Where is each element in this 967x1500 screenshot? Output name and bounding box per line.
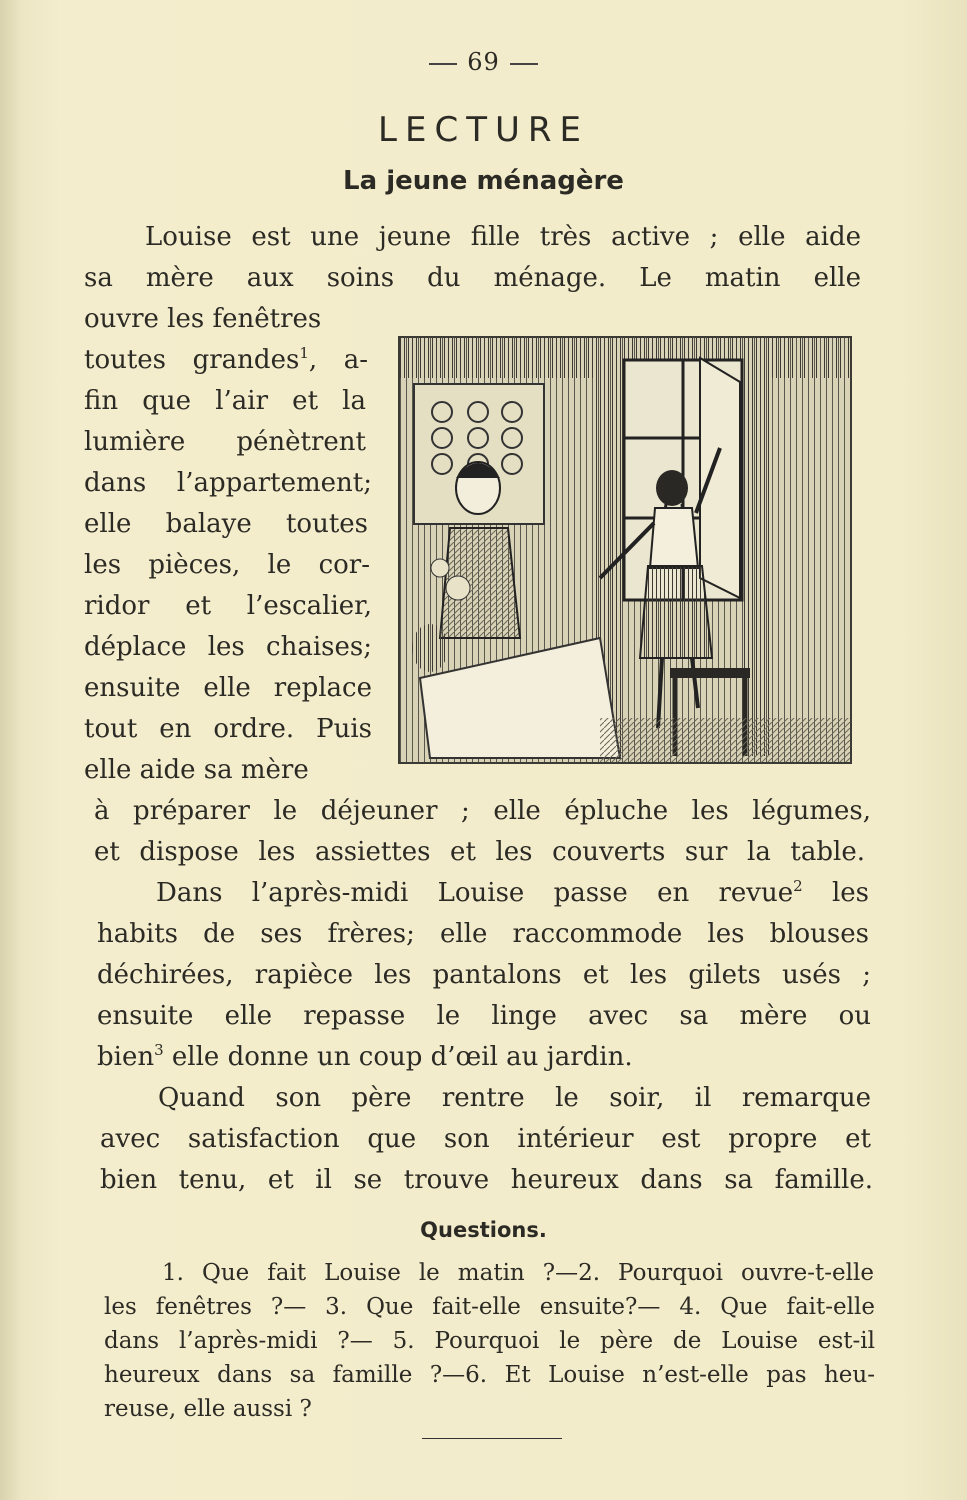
text-line: elle aide sa mère (84, 755, 309, 785)
section-heading: LECTURE (378, 110, 589, 150)
text-line: et dispose les assiettes et les couverts sur la table. (94, 837, 865, 867)
text-line: ouvre les fenêtres (84, 304, 322, 334)
text-line: toutes grandes$^1$, a- (84, 344, 368, 375)
question-line: reuse, elle aussi ? (104, 1396, 312, 1422)
question-line: heureux dans sa famille ?—6. Et Louise n’est-elle pas heu- (104, 1362, 875, 1388)
footnote-ref: 3 (154, 1041, 164, 1059)
text-line: avec satisfaction que son intérieur est propre et (100, 1124, 871, 1154)
text-line: ridor et l’escalier, (84, 591, 372, 621)
text-line: ensuite elle replace (84, 673, 372, 703)
end-rule (422, 1438, 562, 1439)
text-line: habits de ses frères; elle raccommode les blouses (97, 919, 869, 949)
text-line: ensuite elle repasse le linge avec sa mère ou (97, 1001, 871, 1031)
text-line: Louise est une jeune fille très active ; elle aide (145, 222, 861, 252)
text-line: tout en ordre. Puis (84, 714, 372, 744)
text-line: elle balaye toutes (84, 509, 368, 539)
dash-left (429, 63, 457, 65)
text-line: à préparer le déjeuner ; elle épluche les légumes, (94, 796, 871, 826)
text-line: Dans l’après-midi Louise passe en revue$^2$ les (156, 877, 869, 908)
text-line: lumière pénètrent (84, 427, 366, 457)
story-title: La jeune ménagère (343, 166, 624, 196)
text-line: Quand son père rentre le soir, il remarque (158, 1083, 871, 1113)
dash-right (510, 63, 538, 65)
text-line: dans l’appartement; (84, 468, 372, 498)
page-number: 69 (0, 48, 967, 76)
text-line: les pièces, le cor- (84, 550, 370, 580)
question-line: dans l’après-midi ?— 5. Pourquoi le père de Louise est-il (104, 1328, 875, 1354)
text-line: sa mère aux soins du ménage. Le matin elle (84, 263, 861, 293)
questions-heading: Questions. (420, 1218, 547, 1242)
question-line: 1. Que fait Louise le matin ?—2. Pourquoi ouvre-t-elle (162, 1260, 874, 1286)
text-line: déchirées, rapièce les pantalons et les gilets usés ; (97, 960, 871, 990)
footnote-ref: 2 (793, 877, 803, 895)
text-line: bien$^3$ elle donne un coup d’œil au jardin. (97, 1041, 633, 1072)
question-line: les fenêtres ?— 3. Que fait-elle ensuite?— 4. Que fait-elle (104, 1294, 875, 1320)
text-line: fin que l’air et la (84, 386, 366, 416)
text-line: déplace les chaises; (84, 632, 372, 662)
housekeeping-illustration (398, 336, 852, 764)
text-line: bien tenu, et il se trouve heureux dans sa famille. (100, 1165, 873, 1195)
footnote-ref: 1 (299, 344, 309, 362)
engraving-image (400, 338, 850, 762)
